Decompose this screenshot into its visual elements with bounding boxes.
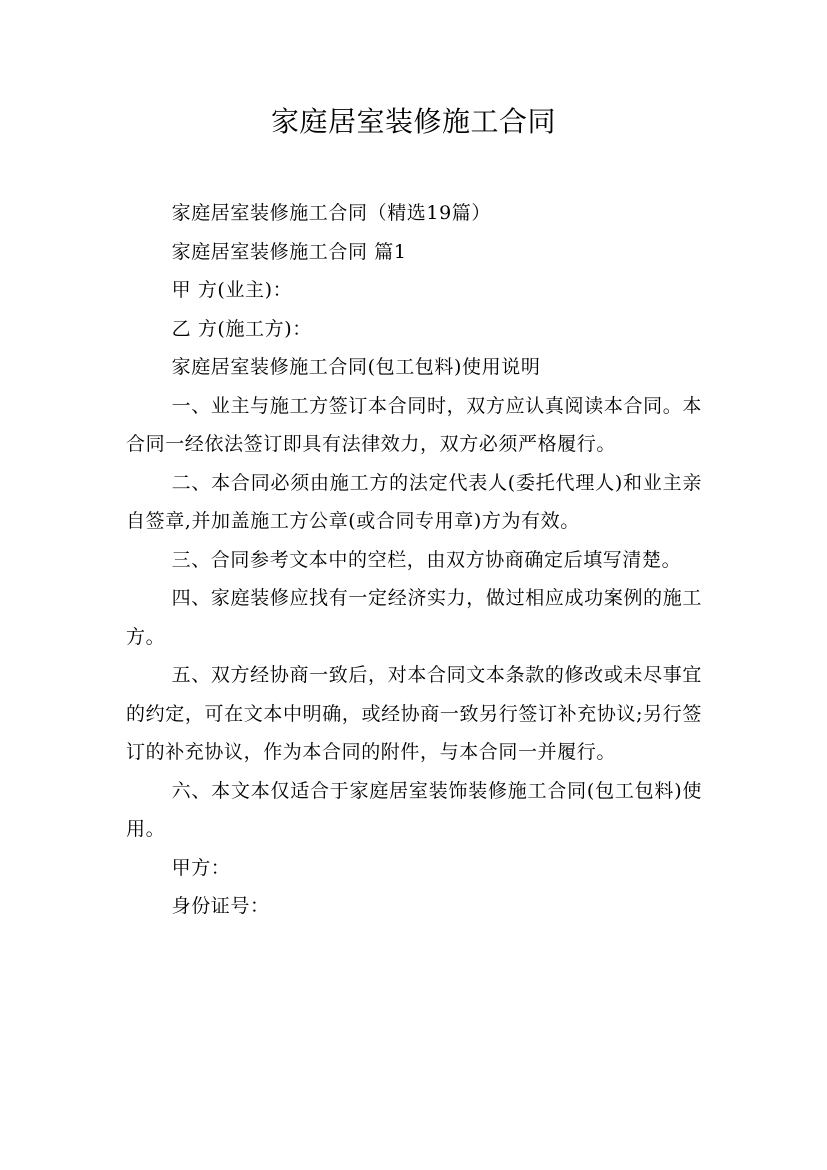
collection-heading: 家庭居室装修施工合同（精选19篇） — [171, 202, 491, 224]
contract-heading: 家庭居室装修施工合同 篇1 — [171, 240, 407, 263]
document-title: 家庭居室装修施工合同 — [270, 105, 556, 138]
instruction-paragraph: 二、本合同必须由施工方的法定代表人(委托代理人)和业主亲自签章,并加盖施工方公章(或合同专用章)方为有效。 — [126, 471, 702, 532]
party-a-line: 甲 方(业主)： — [171, 279, 293, 301]
instruction-paragraph: 四、家庭装修应找有一定经济实力，做过相应成功案例的施工方。 — [126, 587, 702, 648]
instruction-paragraph: 三、合同参考文本中的空栏，由双方协商确定后填写清楚。 — [171, 548, 682, 571]
instruction-paragraph: 六、本文本仅适合于家庭居室装饰装修施工合同(包工包料)使用。 — [126, 779, 702, 840]
instruction-paragraph: 五、双方经协商一致后，对本合同文本条款的修改或未尽事宜的约定，可在文本中明确，或经协商一致另行签订补充协议;另行签订的补充协议，作为本合同的附件，与本合同一并履行。 — [126, 664, 702, 763]
instruction-paragraph: 一、业主与施工方签订本合同时，双方应认真阅读本合同。本合同一经依法签订即具有法律效力，双方必须严格履行。 — [126, 394, 702, 455]
id-number-line: 身份证号： — [171, 895, 270, 917]
party-a-signature-line: 甲方： — [171, 856, 231, 879]
party-b-line: 乙 方(施工方)： — [171, 317, 312, 340]
document-body — [126, 194, 702, 926]
usage-instructions-heading: 家庭居室装修施工合同(包工包料)使用说明 — [171, 356, 541, 378]
